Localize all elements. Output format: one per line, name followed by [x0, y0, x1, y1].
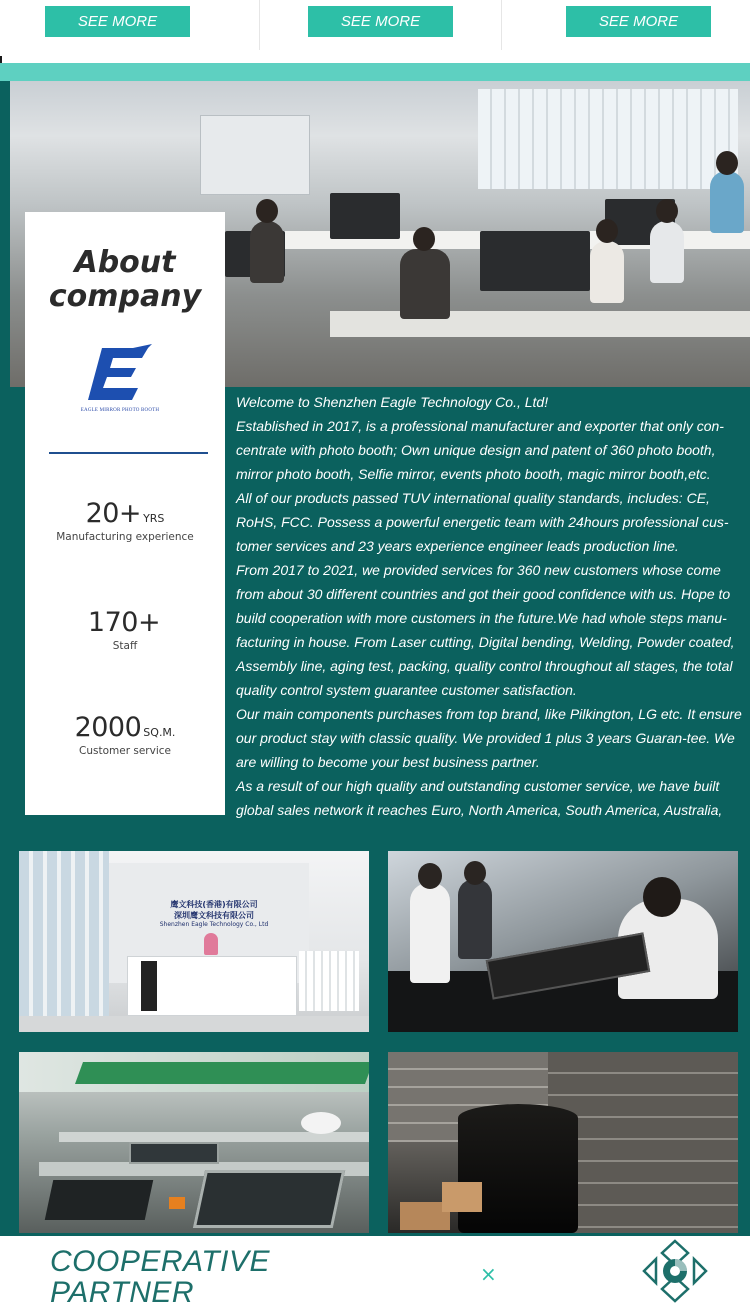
assembly-workers-photo — [388, 851, 738, 1032]
cooperative-partner-title: COOPERATIVE PARTNER — [50, 1245, 270, 1309]
see-more-button-1[interactable]: SEE MORE — [45, 6, 190, 37]
partner-emblem-icon — [640, 1239, 710, 1303]
description-paragraph: As a result of our high quality and outstanding customer service, we have built global sales network it reaches Euro, North America, South America, Australia, — [236, 778, 723, 818]
stat-area — [25, 712, 225, 757]
stat-label: Manufacturing experience — [56, 531, 194, 543]
see-more-button-2[interactable]: SEE MORE — [308, 6, 453, 37]
reception-photo — [19, 851, 369, 1032]
top-strip — [0, 0, 750, 62]
description-paragraph: All of our products passed TUV international quality standards, includes: CE, RoHS, FCC. Possess a powerful energetic team with 24hours professional cus-tomer services and 23 years experience engineer leads production line. — [236, 490, 729, 554]
eagle-logo-icon — [80, 344, 160, 406]
stat-number: 170+ — [87, 607, 161, 638]
stat-years — [25, 498, 225, 543]
stat-label: Staff — [112, 640, 138, 652]
stat-staff — [25, 607, 225, 652]
see-more-button-3[interactable]: SEE MORE — [566, 6, 711, 37]
stat-unit: YRS — [143, 512, 165, 525]
description-paragraph: Welcome to Shenzhen Eagle Technology Co., Ltd! — [236, 394, 549, 410]
company-logo — [80, 344, 160, 422]
warehouse-cases-photo — [388, 1052, 738, 1233]
close-icon[interactable]: × — [480, 1262, 497, 1286]
divider — [501, 0, 502, 50]
logo-caption: EAGLE MIRROR PHOTO BOOTH — [80, 408, 160, 413]
about-section — [0, 81, 750, 1236]
stat-number: 20+ — [85, 498, 142, 529]
production-line-photo — [19, 1052, 369, 1233]
divider — [259, 0, 260, 50]
divider — [49, 452, 208, 454]
company-description — [236, 390, 742, 822]
description-paragraph: Established in 2017, is a professional manufacturer and exporter that only con-centrate with photo booth; Own unique design and patent of 360 photo booth, mirror photo booth, Selfie mirror, events photo booth, magic mirror booth,etc. — [236, 418, 724, 482]
stat-unit: SQ.M. — [143, 726, 176, 739]
description-paragraph: From 2017 to 2021, we provided services for 360 new customers whose come from about 30 different countries and got their good confidence with us. Hope to build cooperation with more customers in the future.We had whole steps manu-facturing in house. From Laser cutting, Digital bending, Welding, Powder coated, Assembly line, aging test, packing, quality control throughout all stages, the total quality control system guarantee customer satisfaction. — [236, 562, 735, 698]
stat-number: 2000 — [74, 712, 142, 743]
cooperative-partner-bar — [0, 1236, 750, 1309]
description-paragraph: Our main components purchases from top brand, like Pilkington, LG etc. It ensure our product stay with classic quality. We provided 1 plus 3 years Guaran-tee. We are willing to become your best business partner. — [236, 706, 742, 770]
about-title: About company — [48, 245, 202, 314]
about-card — [25, 212, 225, 815]
stat-label: Customer service — [79, 745, 171, 757]
reception-sign: 鹰文科技(香港)有限公司 深圳鹰文科技有限公司 Shenzhen Eagle Technology Co., Ltd — [159, 900, 269, 928]
section-divider-bar — [0, 63, 750, 81]
